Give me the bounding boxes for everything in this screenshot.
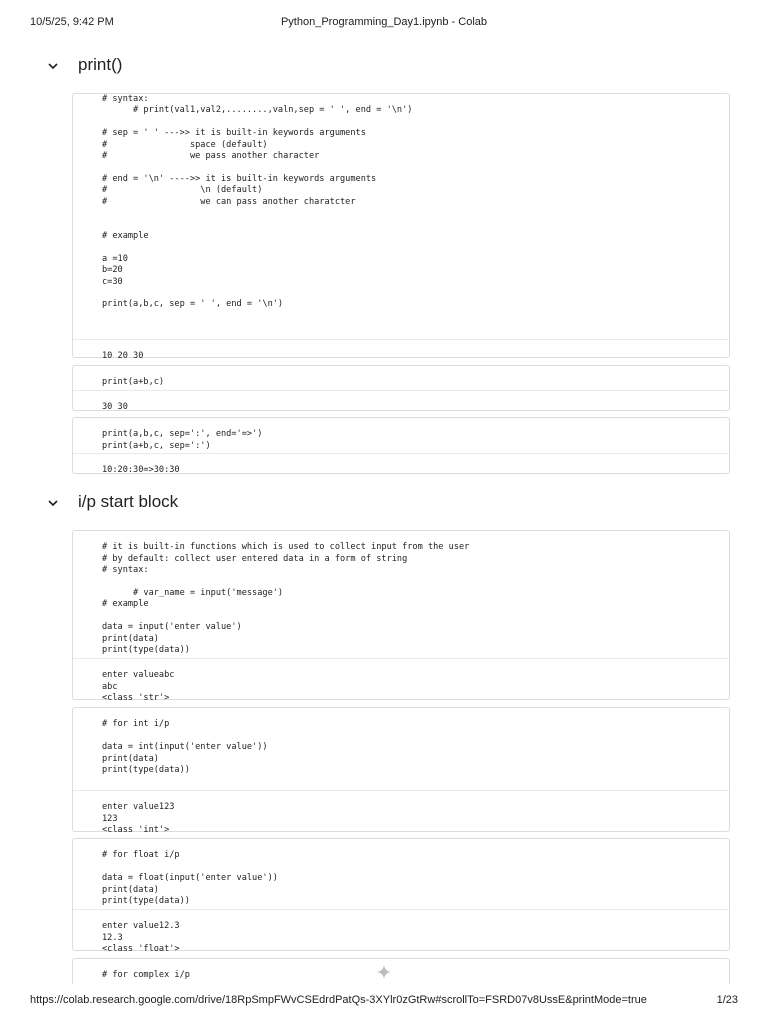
cell-source[interactable]: # for float i/p data = float(input('enter value')) print(data) print(type(data)) — [102, 850, 278, 907]
document-title: Python_Programming_Day1.ipynb - Colab — [280, 16, 488, 28]
cell-source[interactable]: # syntax: # print(val1,val2,........,valn,sep = ' ', end = '\n') # sep = ' ' --->> it is built-in keywords arguments # space (default) # we pass another character # end = '\n' ---->> it is built-in keywords arguments # \n (default) # we can pass another charatcter # example a =10 b=20 c=30 print(a,b,c, sep = ' ', end = '\n') — [102, 94, 413, 310]
code-cell[interactable] — [72, 838, 730, 951]
cell-output: 10:20:30=>30:30 — [73, 453, 729, 474]
cell-output: 30 30 — [73, 390, 729, 411]
cell-output: enter value12.3 12.3 <class 'float'> — [73, 909, 729, 951]
section-header-input[interactable] — [40, 492, 340, 518]
code-cell[interactable] — [72, 958, 730, 984]
code-cell[interactable] — [72, 365, 730, 411]
section-header-print[interactable] — [40, 55, 340, 81]
cell-output: 10 20 30 — [73, 339, 729, 359]
code-cell[interactable] — [72, 417, 730, 474]
page-number: 1/23 — [716, 994, 738, 1006]
cell-source[interactable]: print(a+b,c) — [102, 377, 165, 388]
cell-source[interactable]: # it is built-in functions which is used to collect input from the user # by default: collect user entered data in a form of string # syntax: # var_name = input('message') # example data = input('enter value') print(data) print(type(data)) — [102, 542, 470, 656]
code-cell[interactable] — [72, 530, 730, 700]
cell-source[interactable]: # for int i/p data = int(input('enter value')) print(data) print(type(data)) — [102, 719, 268, 776]
code-cell[interactable] — [72, 707, 730, 832]
section-title: i/p start block — [78, 492, 179, 511]
chevron-down-icon[interactable] — [46, 496, 60, 510]
print-header — [30, 16, 738, 32]
chevron-down-icon[interactable] — [46, 59, 60, 73]
code-cell[interactable] — [72, 93, 730, 358]
sparkle-icon[interactable] — [377, 965, 391, 979]
print-footer — [30, 994, 738, 1010]
cell-output: enter valueabc abc <class 'str'> — [73, 658, 729, 700]
page-url: https://colab.research.google.com/drive/18RpSmpFWvCSEdrdPatQs-3XYlr0zGtRw#scrollTo=FSRD07v8UssE&printMode=true — [30, 994, 647, 1006]
print-datetime: 10/5/25, 9:42 PM — [30, 16, 114, 28]
cell-output: enter value123 123 <class 'int'> — [73, 790, 729, 832]
cell-source[interactable]: # for complex i/p — [102, 970, 190, 981]
section-title: print() — [78, 55, 123, 74]
cell-source[interactable]: print(a,b,c, sep=':', end='=>') print(a+b,c, sep=':') — [102, 429, 263, 451]
